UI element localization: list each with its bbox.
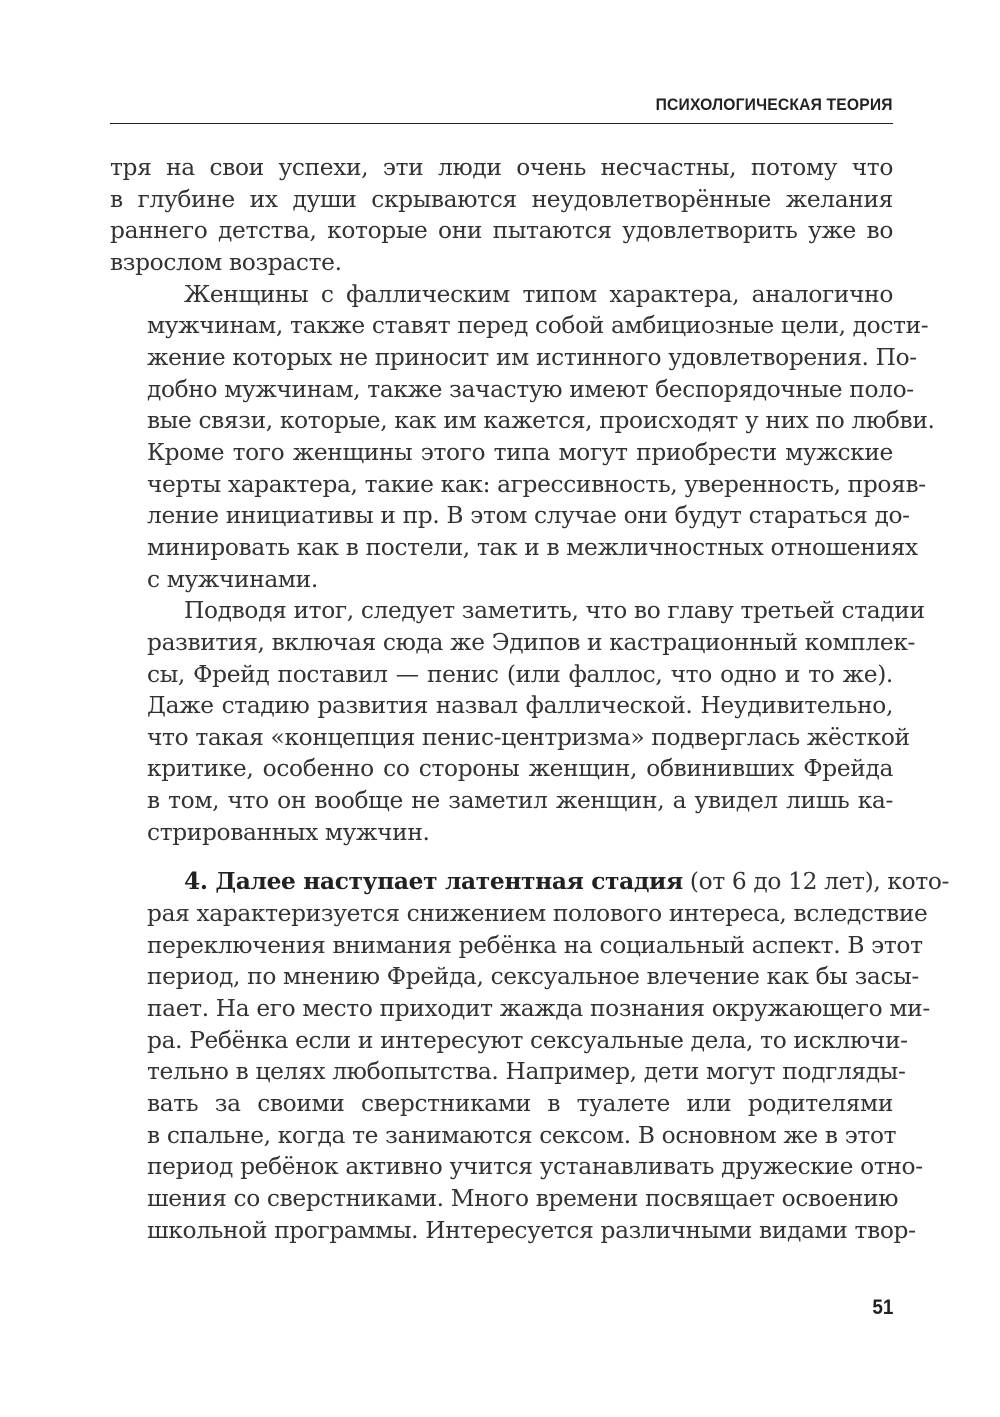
text-line: в спальне, когда те занимаются сексом. В основном же в этот — [147, 1121, 897, 1149]
text-line: ление инициативы и пр. В этом случае они будут стараться до- — [147, 502, 910, 530]
text-line: в том, что он вообще не заметил женщин, а увидел лишь ка- — [147, 787, 893, 815]
text-line: вать за своими сверстниками в туалете или родителями — [147, 1090, 893, 1118]
paragraph-1 — [110, 152, 893, 279]
stage-heading: 4. Далее наступает латентная стадия — [184, 868, 683, 896]
text-line: пает. На его место приходит жажда познания окружающего ми- — [147, 995, 930, 1023]
text-line: шения со сверстниками. Много времени посвящает освоению — [147, 1185, 899, 1212]
paragraph-4 — [110, 866, 950, 1246]
text-line: школьной программы. Интересуется различными видами твор- — [147, 1216, 916, 1244]
text-line: что такая «концепция пенис-центризма» подверглась жёсткой — [147, 723, 910, 751]
paragraph-3 — [110, 595, 925, 848]
text-line: период ребёнок активно учится устанавливать дружеские отно- — [147, 1153, 923, 1181]
text-line: Кроме того женщины этого типа могут приобрести мужские — [147, 438, 893, 466]
page-number: 51 — [871, 1296, 893, 1319]
text-line — [110, 866, 950, 898]
text-line: жение которых не приносит им истинного удовлетворения. По- — [147, 343, 917, 371]
text-line: тря на свои успехи, эти люди очень несчастны, потому что — [110, 154, 893, 181]
text-line: критике, особенно со стороны женщин, обвинивших Фрейда — [147, 755, 893, 783]
text-line: черты характера, такие как: агрессивность, уверенность, прояв- — [147, 470, 926, 498]
text-line: ра. Ребёнка если и интересуют сексуальные дела, то исключи- — [147, 1026, 908, 1054]
text-line: вые связи, которые, как им кажется, происходят у них по любви. — [147, 407, 935, 435]
stage-heading-rest: (от 6 до 12 лет), кото- — [682, 868, 950, 896]
text-line: сы, Фрейд поставил — пенис (или фаллос, что одно и то же). — [147, 660, 893, 688]
text-line: Подводя итог, следует заметить, что во главу третьей стадии — [184, 597, 925, 625]
text-line: минировать как в постели, так и в межличностных отношениях — [147, 533, 918, 561]
text-line: рая характеризуется снижением полового интереса, вследствие — [147, 900, 928, 928]
text-line: Даже стадию развития назвал фаллической. Неудивительно, — [147, 692, 893, 720]
text-line: взрослом возрасте. — [110, 248, 342, 276]
text-line: стрированных мужчин. — [147, 818, 430, 846]
body-text — [110, 152, 950, 1246]
text-line: в глубине их души скрываются неудовлетворённые желания — [110, 185, 893, 213]
text-line: переключения внимания ребёнка на социальный аспект. В этот — [147, 931, 923, 959]
text-line: с мужчинами. — [147, 565, 318, 593]
text-line: период, по мнению Фрейда, сексуальное влечение как бы засы- — [147, 963, 919, 991]
text-line: добно мужчинам, также зачастую имеют беспорядочные поло- — [147, 375, 914, 403]
text-line: Женщины с фаллическим типом характера, аналогично — [184, 280, 893, 308]
running-header-title: ПСИХОЛОГИЧЕСКАЯ ТЕОРИЯ — [655, 95, 893, 114]
running-header — [110, 95, 893, 124]
paragraph-2 — [110, 279, 935, 596]
text-line: развития, включая сюда же Эдипов и кастрационный комплек- — [147, 628, 916, 656]
text-line: тельно в целях любопытства. Например, дети могут подгляды- — [147, 1058, 906, 1086]
text-line: мужчинам, также ставят перед собой амбициозные цели, дости- — [147, 312, 929, 340]
text-line: раннего детства, которые они пытаются удовлетворить уже во — [110, 217, 893, 245]
